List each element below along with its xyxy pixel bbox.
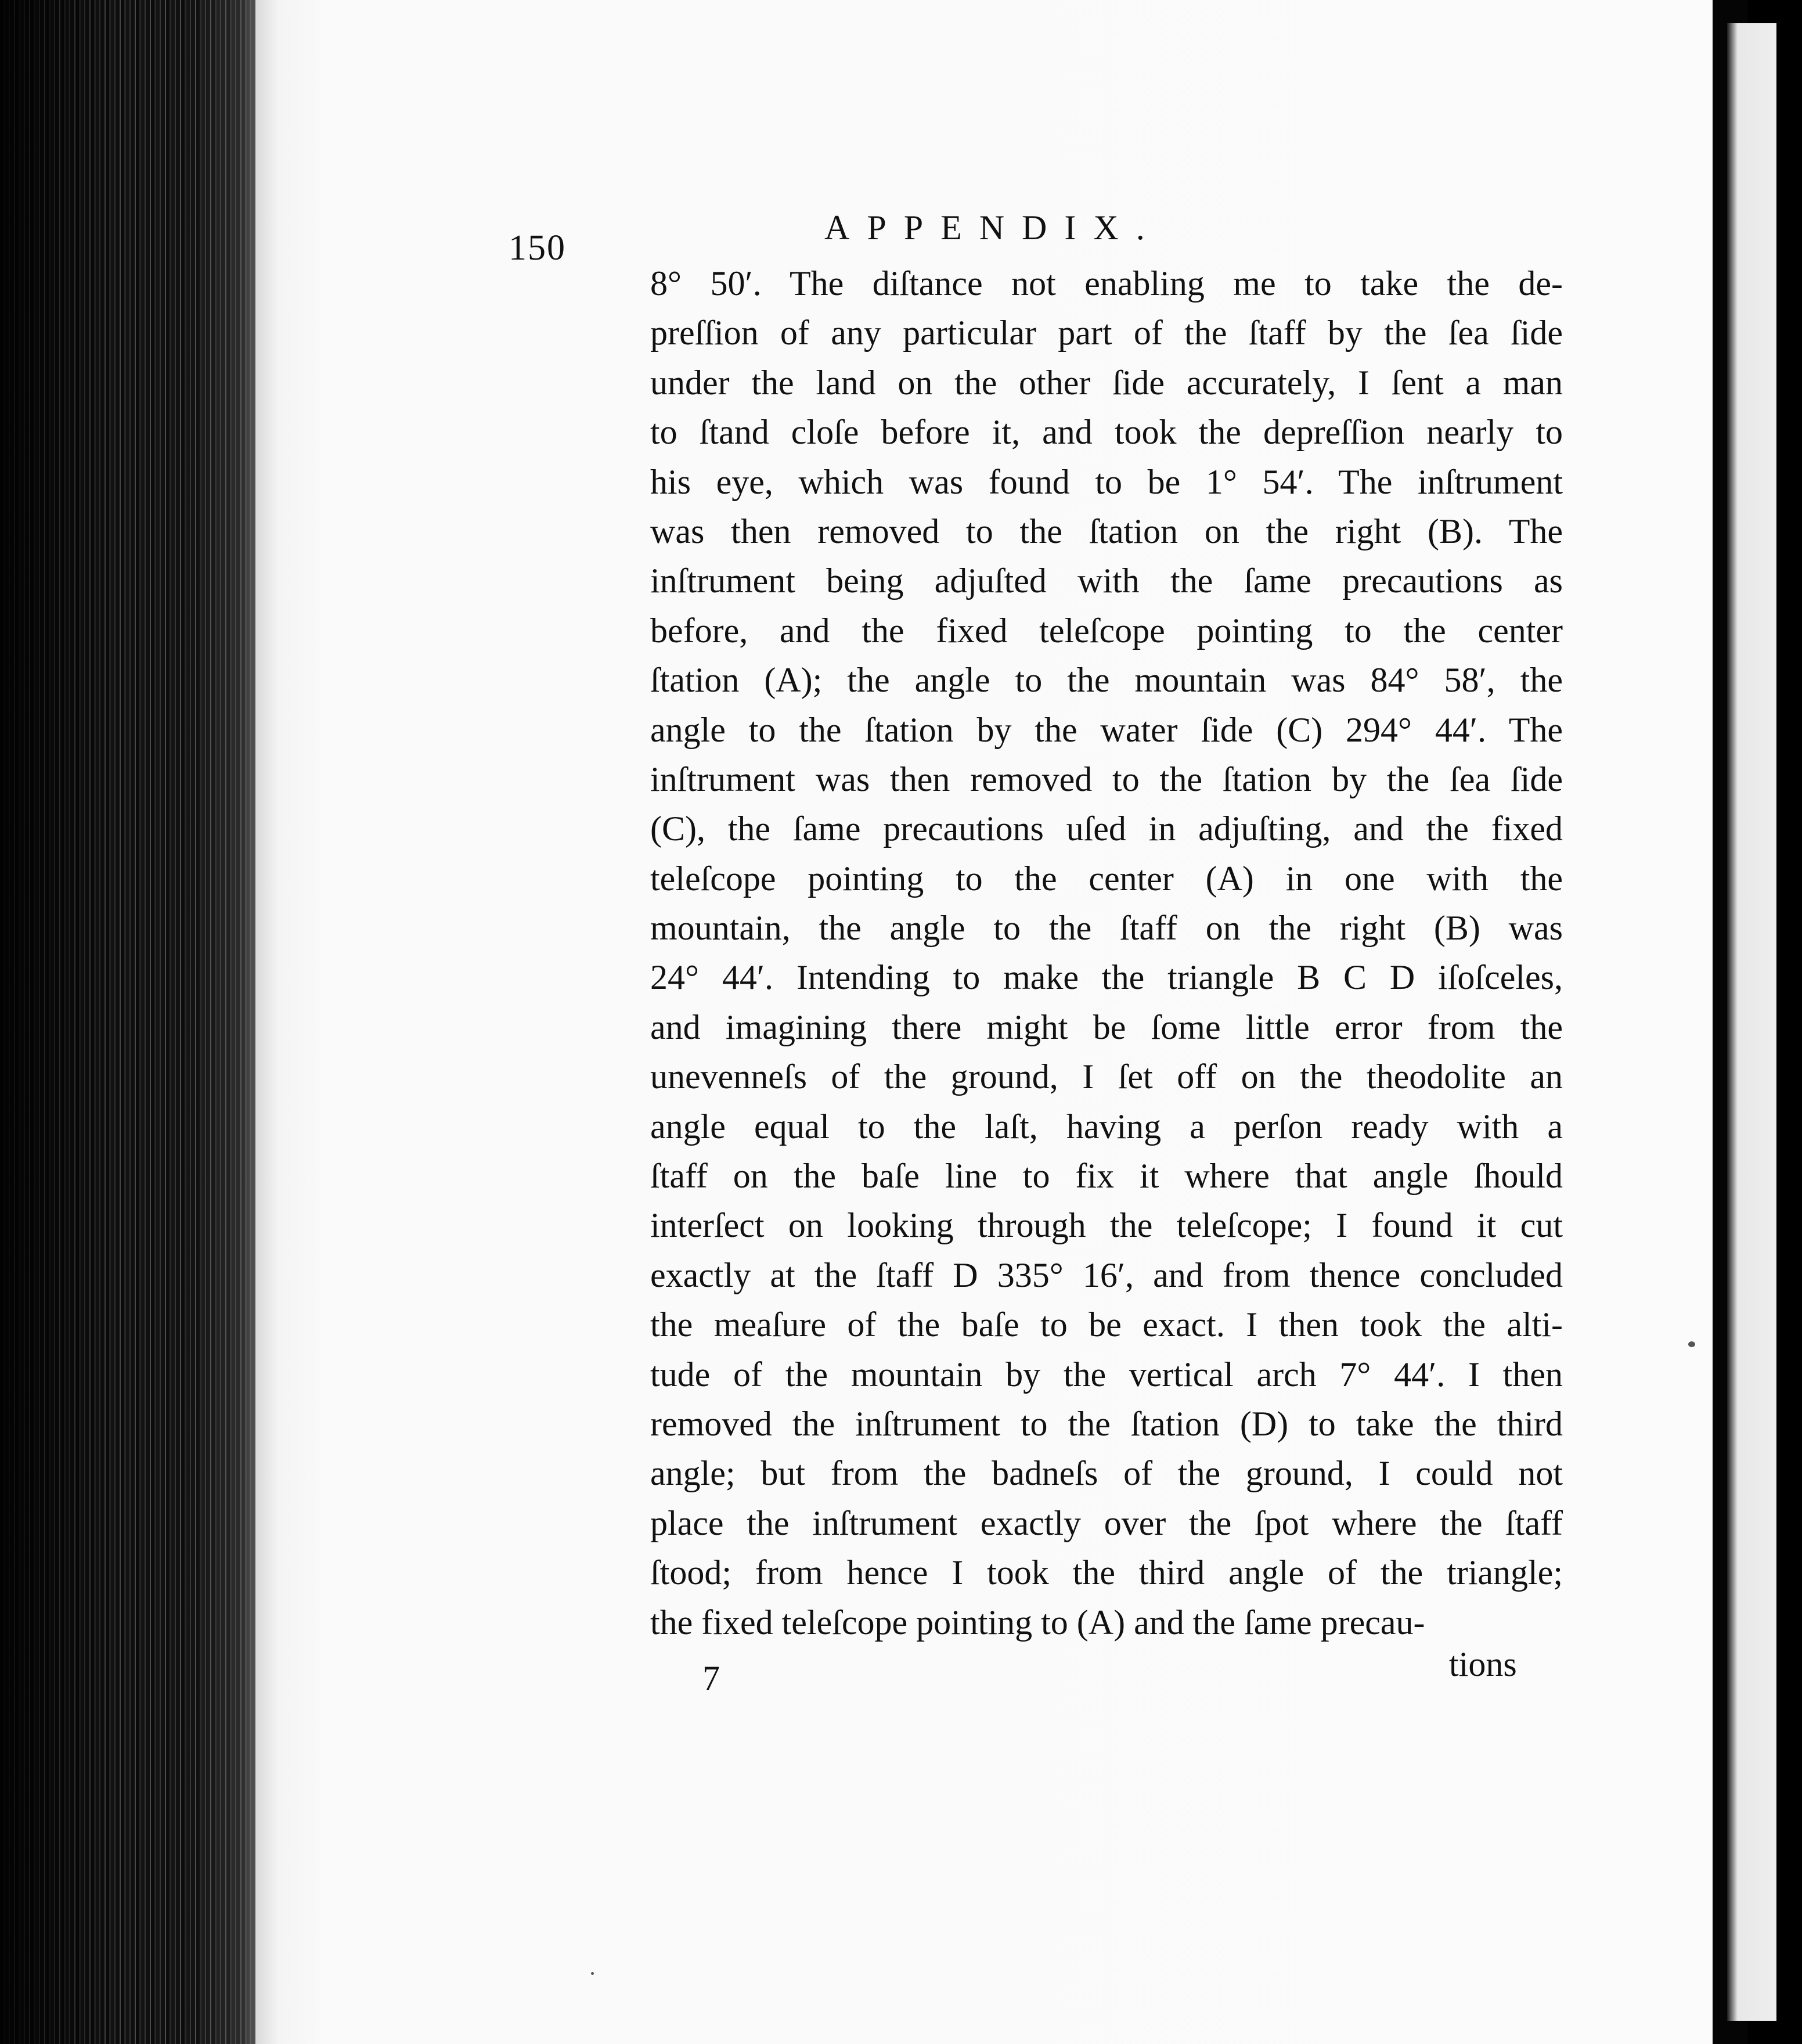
text-line: angle to the ſtation by the water ſide (C) 294° 44′. The (650, 710, 1563, 749)
text-line: inſtrument being adjuſted with the ſame precautions as (650, 562, 1563, 600)
catchword: tions (1449, 1645, 1517, 1683)
text-line: 8° 50′. The diſtance not enabling me to take the de- (650, 264, 1563, 303)
text-line: interſect on looking through the teleſcope; I found it cut (650, 1206, 1563, 1245)
text-line: mountain, the angle to the ſtaff on the right (B) was (650, 909, 1563, 948)
text-line: under the land on the other ſide accurately, I ſent a man (650, 363, 1563, 402)
text-line: (C), the ſame precautions uſed in adjuſting, and the fixed (650, 809, 1563, 848)
right-border (1776, 23, 1802, 2021)
text-line: preſſion of any particular part of the ſtaff by the ſea ſide (650, 314, 1563, 352)
text-line: the meaſure of the baſe to be exact. I then took the alti- (650, 1305, 1563, 1344)
ink-speck (1688, 1341, 1695, 1347)
text-line: 24° 44′. Intending to make the triangle B C D iſoſceles, (650, 958, 1563, 997)
text-line: place the inſtrument exactly over the ſpot where the ſtaff (650, 1503, 1563, 1542)
running-head: APPENDIX. (824, 208, 1162, 247)
text-line: removed the inſtrument to the ſtation (D) to take the third (650, 1404, 1563, 1443)
text-line: inſtrument was then removed to the ſtation by the ſea ſide (650, 760, 1563, 798)
page-number: 150 (509, 228, 566, 268)
signature-mark: 7 (702, 1659, 720, 1697)
book-edge-shading (0, 0, 273, 2044)
text-line: the fixed teleſcope pointing to (A) and the ſame precau- (650, 1603, 1425, 1642)
text-line: ſtation (A); the angle to the mountain was 84° 58′, the (650, 661, 1563, 700)
text-line: angle equal to the laſt, having a perſon ready with a (650, 1107, 1563, 1146)
body-text (650, 259, 1563, 1647)
text-line: tude of the mountain by the vertical arch 7° 44′. I then (650, 1355, 1563, 1394)
text-line: to ſtand cloſe before it, and took the depreſſion nearly to (650, 413, 1563, 452)
text-line: ſtaff on the baſe line to fix it where that angle ſhould (650, 1157, 1563, 1196)
text-line: and imagining there might be ſome little error from the (650, 1007, 1563, 1046)
text-line: ſtood; from hence I took the third angle of the triangle; (650, 1553, 1563, 1592)
text-line: before, and the fixed teleſcope pointing to the center (650, 611, 1563, 650)
text-line: teleſcope pointing to the center (A) in one with the (650, 859, 1563, 898)
text-line: was then removed to the ſtation on the right (B). The (650, 512, 1563, 550)
text-line: unevenneſs of the ground, I ſet off on the theodolite an (650, 1057, 1563, 1096)
text-line: his eye, which was found to be 1° 54′. The inſtrument (650, 462, 1563, 501)
text-line: exactly at the ſtaff D 335° 16′, and from thence concluded (650, 1255, 1563, 1294)
ink-speck (591, 1972, 594, 1975)
text-line: angle; but from the badneſs of the ground, I could not (650, 1454, 1563, 1493)
